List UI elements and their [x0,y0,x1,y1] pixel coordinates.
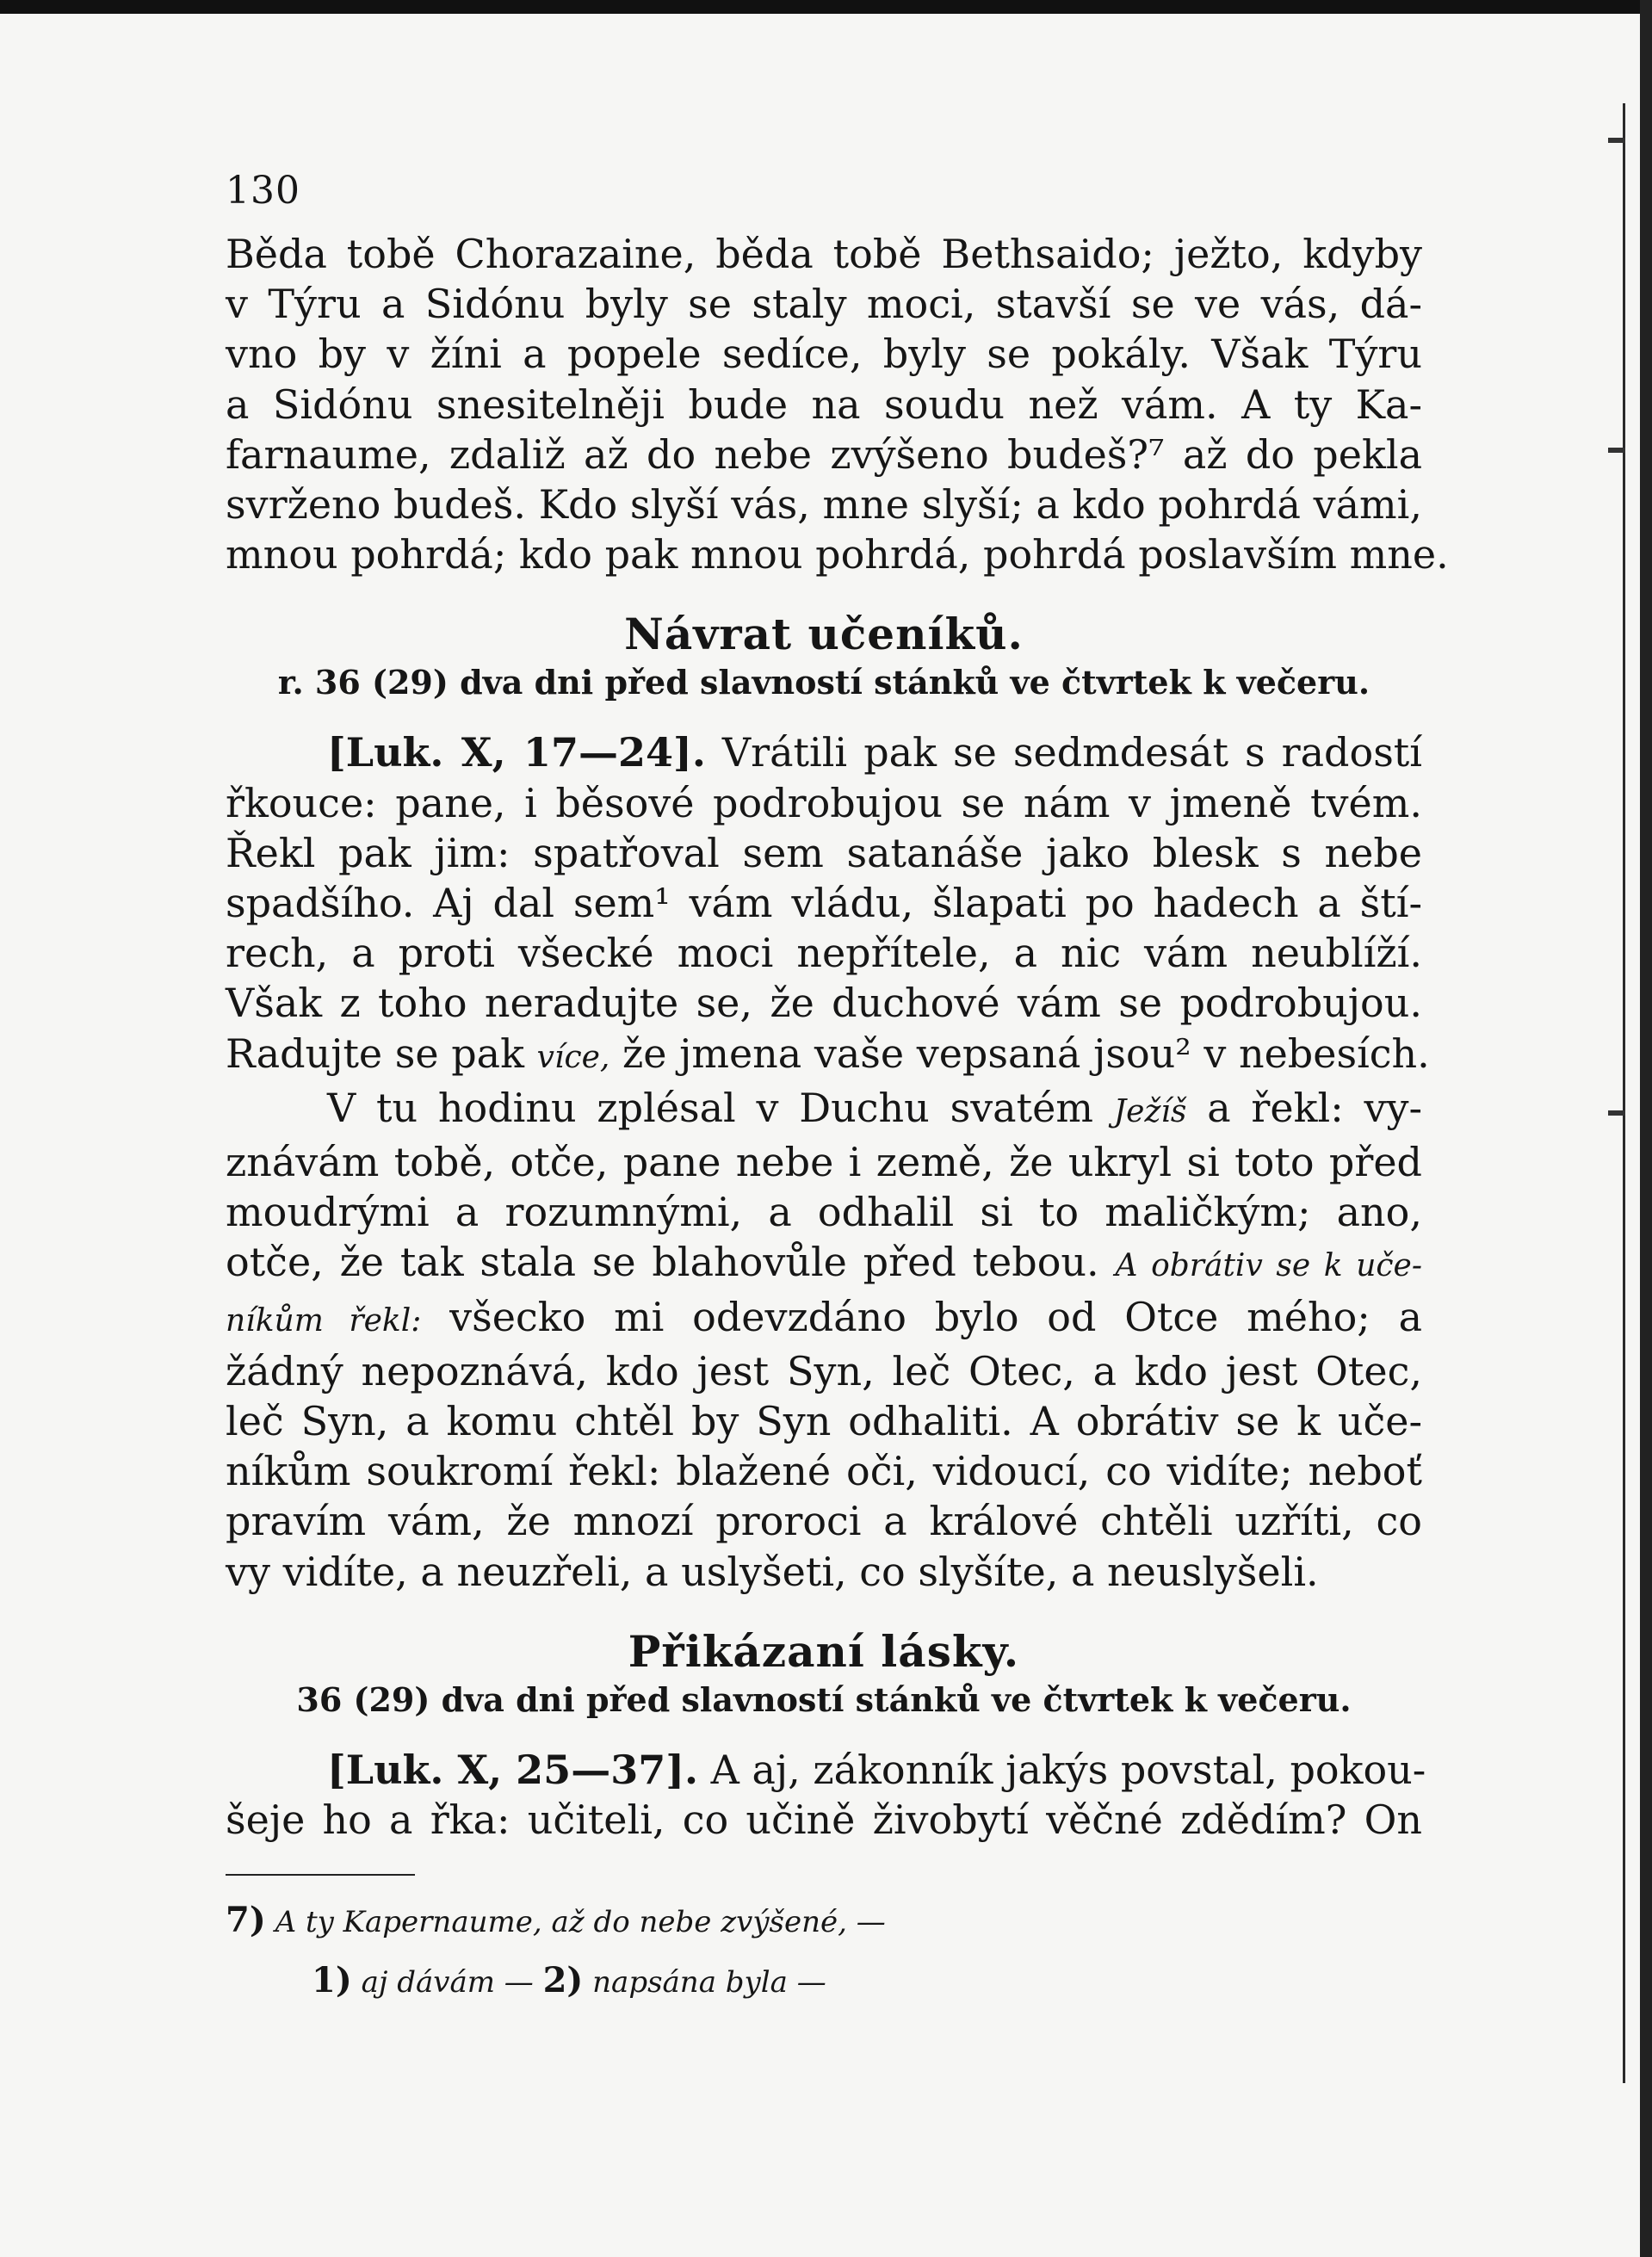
text-line: pravím vám, že mnozí proroci a králové chtěli uzříti, co [226,1498,1422,1545]
text-line: leč Syn, a komu chtěl by Syn odhaliti. A obrátiv se k uče- [226,1398,1422,1445]
text-line [226,1237,1422,1291]
text-span: že jmena vaše vepsaná jsou² v nebesích. [609,1030,1430,1077]
text-line: farnaume, zdaliž až do nebe zvýšeno budeš?⁷ až do pekla [226,430,1422,478]
footnote-1-2 [226,1951,1422,2012]
footnote-7 [226,1891,1422,1951]
edge-mark [1608,138,1625,143]
edge-mark [1608,1110,1625,1116]
text-line: vno by v žíni a popele sedíce, byly se pokály. Však Týru [226,331,1422,378]
paragraph-1 [226,229,1449,579]
paragraph-4 [226,1745,1426,1845]
text-line: znávám tobě, otče, pane nebe i země, že ukryl si toto před [226,1139,1422,1186]
text-line [226,1745,1426,1795]
text-line: Řekl pak jim: spatřoval sem satanáše jako blesk s nebe [226,829,1422,876]
text-line: rech, a proti všecké moci nepřítele, a nic vám neublíží. [226,930,1422,977]
text-span: A aj, zákonník jakýs povstal, pokou- [697,1746,1426,1793]
section-subtitle: 36 (29) dva dni před slavností stánků ve čtvrtek k večeru. [296,1679,1352,1719]
text-line: níkům soukromí řekl: blažené oči, vidoucí, co vidíte; neboť [226,1448,1422,1495]
text-span: Radujte se pak [226,1030,524,1077]
text-line: moudrými a rozumnými, a odhalil si to maličkým; ano, [226,1189,1422,1236]
text-line: mnou pohrdá; kdo pak mnou pohrdá, pohrdá poslavším mne. [226,531,1449,578]
scripture-reference: [Luk. X, 17—24]. [327,729,706,776]
page-number: 130 [226,169,300,213]
text-span: Vrátili pak se sedmdesát s radostí [705,729,1423,776]
scan-border-top [0,0,1652,14]
text-line: Však z toho neradujte se, že duchové vám se podrobujou. [226,980,1422,1027]
scan-border-right [1640,0,1652,2257]
paragraph-3 [226,1083,1422,1597]
italic-insert: Ježíš [1113,1093,1187,1129]
section-heading-prikazani: Přikázaní lásky. [628,1625,1020,1677]
text-line: spadšího. Aj dal sem¹ vám vládu, šlapati po hadech a ští- [226,880,1422,927]
section-heading-navrat: Návrat učeníků. [624,609,1024,660]
italic-insert: A obrátiv se k uče- [1115,1248,1423,1284]
footnote-rule [226,1874,415,1876]
footnote-mark: 7) [226,1900,266,1941]
footnote-mark: 1) [312,1960,352,2001]
text-line: řkouce: pane, i běsové podrobujou se nám v jmeně tvém. [226,779,1422,826]
text-line [226,1083,1422,1137]
text-line: žádný nepoznává, kdo jest Syn, leč Otec, a kdo jest Otec, [226,1347,1422,1394]
text-span: otče, že tak stala se blahovůle před tebou. [226,1239,1099,1286]
text-line: a Sidónu snesitelněji bude na soudu než vám. A ty Ka- [226,380,1422,428]
text-line: v Týru a Sidónu byly se staly moci, stavší se ve vás, dá- [226,281,1422,328]
footnote-mark: 2) [542,1960,584,2001]
edge-mark [1608,448,1625,453]
text-span: V tu hodinu zplésal v Duchu svatém [327,1084,1093,1131]
section-subtitle: r. 36 (29) dva dni před slavností stánků ve čtvrtek k večeru. [277,663,1370,702]
text-line [226,1292,1422,1346]
text-line [226,727,1422,777]
book-page [226,169,1449,2012]
italic-insert: níkům řekl: [226,1302,422,1339]
footnote-text: aj dávám — [361,1965,534,2000]
footnotes [226,1874,1422,2012]
text-span: a řekl: vy- [1186,1084,1422,1131]
footnote-text: A ty Kapernaume, až do nebe zvýšené, — [275,1905,886,1940]
italic-insert: více, [536,1039,610,1075]
text-line: šeje ho a řka: učiteli, co učině živobytí věčné zdědím? On [226,1796,1422,1844]
text-line: Běda tobě Chorazaine, běda tobě Bethsaido; ježto, kdyby [226,231,1422,277]
scripture-reference: [Luk. X, 25—37]. [327,1746,698,1793]
text-span: všecko mi odevzdáno bylo od Otce mého; a [421,1293,1422,1340]
text-line [226,1029,1430,1083]
text-line: vy vidíte, a neuzřeli, a uslyšeti, co slyšíte, a neuslyšeli. [226,1548,1319,1595]
binding-edge [1623,103,1625,2083]
footnote-text: napsána byla — [592,1965,826,2000]
paragraph-2 [226,727,1430,1082]
text-line: svrženo budeš. Kdo slyší vás, mne slyší; a kdo pohrdá vámi, [226,481,1422,529]
